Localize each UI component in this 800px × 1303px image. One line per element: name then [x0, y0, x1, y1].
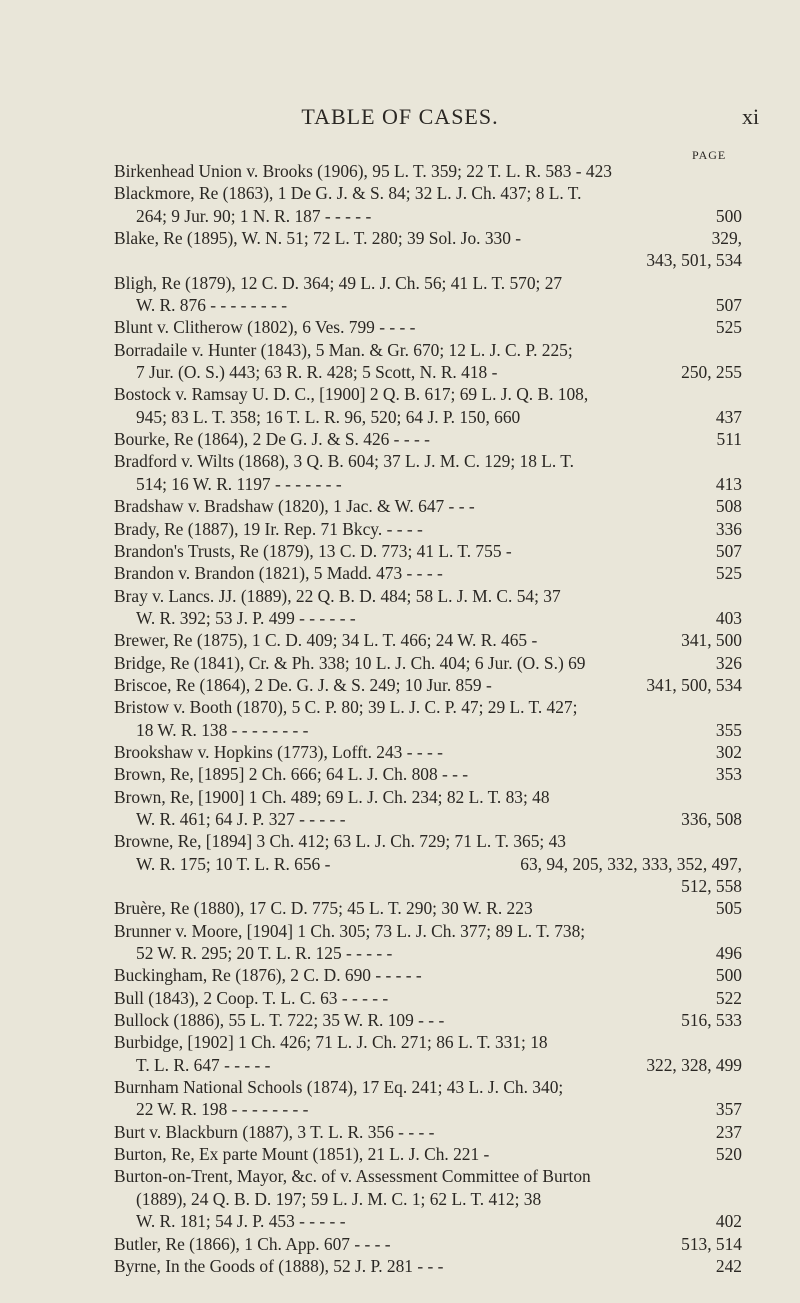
case-line: [114, 853, 742, 875]
case-citation: 264; 9 Jur. 90; 1 N. R. 187 - - - - -: [136, 205, 372, 226]
case-page-refs: 513, 514: [681, 1233, 742, 1254]
case-line: [114, 629, 742, 651]
case-citation: Burton, Re, Ex parte Mount (1851), 21 L. J. Ch. 221 -: [114, 1144, 490, 1165]
case-page-refs: 341, 500, 534: [646, 674, 742, 695]
case-line: [114, 741, 742, 763]
case-page-refs: 507: [715, 540, 742, 561]
case-citation: Brookshaw v. Hopkins (1773), Lofft. 243 - - - -: [114, 741, 443, 762]
case-citation: Brandon's Trusts, Re (1879), 13 C. D. 773; 41 L. T. 755 -: [114, 540, 512, 561]
case-line: Burbidge, [1902] 1 Ch. 426; 71 L. J. Ch. 271; 86 L. T. 331; 18: [114, 1032, 548, 1053]
case-page-refs: 525: [715, 317, 742, 338]
case-line: [114, 1255, 742, 1277]
case-citation: Butler, Re (1866), 1 Ch. App. 607 - - - -: [114, 1233, 391, 1254]
case-line: [114, 1233, 742, 1255]
case-page-refs: 520: [715, 1144, 742, 1165]
case-citation: W. R. 392; 53 J. P. 499 - - - - - -: [136, 607, 356, 628]
case-citation: 52 W. R. 295; 20 T. L. R. 125 - - - - -: [136, 943, 393, 964]
case-line: Burton-on-Trent, Mayor, &c. of v. Assessment Committee of Burton: [114, 1166, 591, 1187]
case-citation: Bull (1843), 2 Coop. T. L. C. 63 - - - - -: [114, 987, 389, 1008]
case-line: [114, 562, 742, 584]
case-line: Bray v. Lancs. JJ. (1889), 22 Q. B. D. 484; 58 L. J. M. C. 54; 37: [114, 585, 561, 606]
case-line: [114, 1009, 742, 1031]
case-page-refs: 437: [715, 406, 742, 427]
case-citation: Buckingham, Re (1876), 2 C. D. 690 - - - - -: [114, 965, 422, 986]
case-line: [114, 652, 742, 674]
case-citation: Brewer, Re (1875), 1 C. D. 409; 34 L. T. 466; 24 W. R. 465 -: [114, 630, 538, 651]
case-line: [114, 1210, 742, 1232]
case-line: [114, 428, 742, 450]
case-citation: 945; 83 L. T. 358; 16 T. L. R. 96, 520; 64 J. P. 150, 660: [136, 406, 521, 427]
case-page-refs: 522: [715, 987, 742, 1008]
case-page-refs: 413: [715, 473, 742, 494]
case-citation: 18 W. R. 138 - - - - - - - -: [136, 719, 309, 740]
case-page-refs: 326: [715, 652, 742, 673]
case-line: [114, 316, 742, 338]
case-citation: W. R. 175; 10 T. L. R. 656 -: [136, 853, 331, 874]
case-citation: 22 W. R. 198 - - - - - - - -: [136, 1099, 309, 1120]
case-line: [114, 205, 742, 227]
case-page-refs: 237: [715, 1121, 742, 1142]
case-citation: Bullock (1886), 55 L. T. 722; 35 W. R. 109 - - -: [114, 1010, 445, 1031]
case-page-refs: 250, 255: [681, 362, 742, 383]
case-page-refs: 525: [715, 563, 742, 584]
case-line: Browne, Re, [1894] 3 Ch. 412; 63 L. J. Ch. 729; 71 L. T. 365; 43: [114, 831, 566, 852]
case-page-refs: 329,: [711, 228, 742, 249]
case-line: Brown, Re, [1900] 1 Ch. 489; 69 L. J. Ch. 234; 82 L. T. 83; 48: [114, 786, 550, 807]
case-line: [114, 987, 742, 1009]
case-line: [114, 607, 742, 629]
case-page-refs: 302: [715, 741, 742, 762]
case-page-refs: 500: [715, 205, 742, 226]
case-line: (1889), 24 Q. B. D. 197; 59 L. J. M. C. 1; 62 L. T. 412; 38: [136, 1188, 542, 1209]
case-line: Birkenhead Union v. Brooks (1906), 95 L. T. 359; 22 T. L. R. 583 - 423: [114, 161, 612, 181]
case-line: [114, 1121, 742, 1143]
case-page-refs: 322, 328, 499: [646, 1054, 742, 1075]
case-page-refs: 496: [715, 943, 742, 964]
case-line: [114, 763, 742, 785]
case-citation: W. R. 876 - - - - - - - -: [136, 295, 288, 316]
case-citation: Blunt v. Clitherow (1802), 6 Ves. 799 - - - -: [114, 317, 416, 338]
case-citation: Byrne, In the Goods of (1888), 52 J. P. 281 - - -: [114, 1255, 444, 1276]
case-citation: Blake, Re (1895), W. N. 51; 72 L. T. 280; 39 Sol. Jo. 330 -: [114, 228, 522, 249]
case-citation: T. L. R. 647 - - - - -: [136, 1054, 271, 1075]
case-citation: Brown, Re, [1895] 2 Ch. 666; 64 L. J. Ch. 808 - - -: [114, 764, 469, 785]
case-citation: W. R. 181; 54 J. P. 453 - - - - -: [136, 1211, 346, 1232]
case-citation: W. R. 461; 64 J. P. 327 - - - - -: [136, 808, 346, 829]
case-line: [114, 719, 742, 741]
case-page-refs: 511: [716, 429, 742, 450]
case-list: [114, 160, 742, 1277]
case-citation: 514; 16 W. R. 1197 - - - - - - -: [136, 473, 342, 494]
case-page-refs: 507: [715, 295, 742, 316]
case-line: Brunner v. Moore, [1904] 1 Ch. 305; 73 L. J. Ch. 377; 89 L. T. 738;: [114, 920, 586, 941]
case-page-refs: 357: [715, 1099, 742, 1120]
case-line: Bristow v. Booth (1870), 5 C. P. 80; 39 L. J. C. P. 47; 29 L. T. 427;: [114, 697, 578, 718]
case-line: Burnham National Schools (1874), 17 Eq. 241; 43 L. J. Ch. 340;: [114, 1077, 564, 1098]
case-line: [114, 1098, 742, 1120]
case-line: 343, 501, 534: [646, 250, 742, 271]
case-page-refs: 402: [715, 1211, 742, 1232]
case-line: [114, 674, 742, 696]
case-line: [114, 518, 742, 540]
case-line: [114, 361, 742, 383]
case-line: Bradford v. Wilts (1868), 3 Q. B. 604; 37 L. J. M. C. 129; 18 L. T.: [114, 451, 574, 472]
case-page-refs: 508: [715, 496, 742, 517]
case-line: [114, 808, 742, 830]
case-citation: 7 Jur. (O. S.) 443; 63 R. R. 428; 5 Scott, N. R. 418 -: [136, 362, 498, 383]
case-line: [114, 473, 742, 495]
case-page-refs: 500: [715, 965, 742, 986]
case-line: [114, 964, 742, 986]
case-citation: Briscoe, Re (1864), 2 De. G. J. & S. 249; 10 Jur. 859 -: [114, 674, 492, 695]
case-line: [114, 227, 742, 249]
case-line: [114, 1143, 742, 1165]
case-citation: Brandon v. Brandon (1821), 5 Madd. 473 - - - -: [114, 563, 443, 584]
case-line: Borradaile v. Hunter (1843), 5 Man. & Gr. 670; 12 L. J. C. P. 225;: [114, 339, 573, 360]
case-citation: Burt v. Blackburn (1887), 3 T. L. R. 356 - - - -: [114, 1121, 435, 1142]
case-page-refs: 353: [715, 764, 742, 785]
page-column-label: PAGE: [692, 148, 727, 162]
case-line: [114, 294, 742, 316]
case-line: [114, 942, 742, 964]
case-citation: Brady, Re (1887), 19 Ir. Rep. 71 Bkcy. - - - -: [114, 518, 423, 539]
case-citation: Bridge, Re (1841), Cr. & Ph. 338; 10 L. J. Ch. 404; 6 Jur. (O. S.) 69: [114, 652, 586, 673]
case-page-refs: 242: [715, 1255, 742, 1276]
case-citation: Bruère, Re (1880), 17 C. D. 775; 45 L. T. 290; 30 W. R. 223: [114, 898, 533, 919]
case-page-refs: 516, 533: [681, 1010, 742, 1031]
case-line: Bostock v. Ramsay U. D. C., [1900] 2 Q. B. 617; 69 L. J. Q. B. 108,: [114, 384, 589, 405]
case-page-refs: 336, 508: [681, 808, 742, 829]
case-page-refs: 403: [715, 607, 742, 628]
case-line: [114, 1054, 742, 1076]
case-page-refs: 505: [715, 898, 742, 919]
case-line: Bligh, Re (1879), 12 C. D. 364; 49 L. J. Ch. 56; 41 L. T. 570; 27: [114, 272, 563, 293]
case-line: 512, 558: [681, 876, 742, 896]
case-line: [114, 540, 742, 562]
case-page-refs: 336: [715, 518, 742, 539]
case-citation: Bradshaw v. Bradshaw (1820), 1 Jac. & W. 647 - - -: [114, 496, 475, 517]
case-page-refs: 63, 94, 205, 332, 333, 352, 497,: [520, 853, 742, 874]
case-line: Blackmore, Re (1863), 1 De G. J. & S. 84; 32 L. J. Ch. 437; 8 L. T.: [114, 183, 582, 204]
case-page-refs: 341, 500: [681, 630, 742, 651]
case-line: [114, 897, 742, 919]
case-citation: Bourke, Re (1864), 2 De G. J. & S. 426 - - - -: [114, 429, 430, 450]
case-line: [114, 406, 742, 428]
case-page-refs: 355: [715, 719, 742, 740]
case-line: [114, 495, 742, 517]
page-number: xi: [742, 104, 760, 129]
running-title: TABLE OF CASES.: [301, 104, 499, 129]
